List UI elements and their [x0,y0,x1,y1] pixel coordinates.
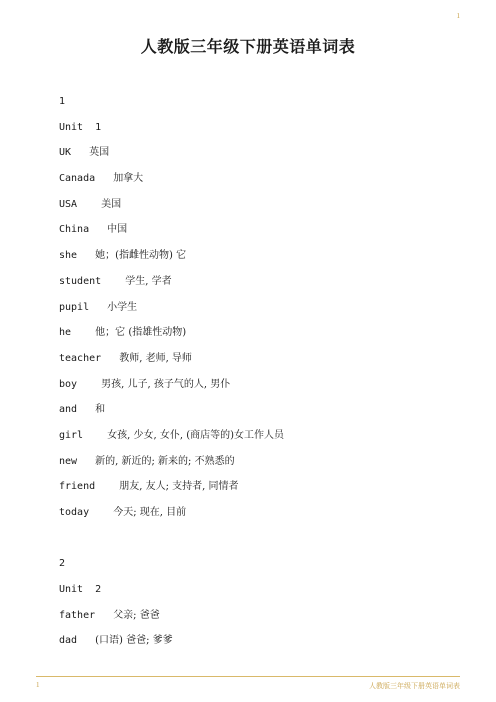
vocab-entry [59,504,459,530]
english-word: China [59,224,90,236]
vocab-entry [59,273,459,299]
chinese-meaning: 和 [95,404,106,416]
footer-page-number: 1 [36,681,40,689]
chinese-meaning: 中国 [107,224,128,236]
entry-spacer [77,635,95,646]
entry-spacer [77,379,101,390]
english-word: and [59,404,78,416]
entry-spacer [71,327,95,338]
vocab-entry [59,247,459,273]
chinese-meaning: 教师, 老师, 导师 [119,352,192,364]
entry-spacer [89,507,113,518]
unit-heading: Unit 1 [59,121,102,133]
chinese-meaning: 父亲; 爸爸 [113,609,160,621]
vocab-entry [59,170,459,196]
section-number: 1 [59,96,66,107]
entry-spacer [95,481,119,492]
entry-spacer [95,173,113,184]
vocab-entry [59,478,459,504]
vocab-entry [59,453,459,479]
english-word: USA [59,198,78,210]
english-word: he [59,327,72,339]
chinese-meaning: (口语) 爸爸; 爹爹 [95,635,173,647]
header-page-number: 1 [456,12,460,20]
vocab-entry [59,607,459,633]
vocab-entry [59,401,459,427]
english-word: new [59,455,78,467]
english-word: Canada [59,173,96,185]
unit-heading: Unit 2 [59,584,102,596]
chinese-meaning: 朋友, 友人; 支持者, 同情者 [119,481,239,493]
vocab-entry [59,376,459,402]
chinese-meaning: 美国 [101,198,122,210]
chinese-meaning: 加拿大 [113,173,144,185]
chinese-meaning: 她；(指雌性动物) 它 [95,250,187,262]
entry-spacer [95,610,113,621]
footer-document-title: 人教版三年级下册英语单词表 [369,682,460,690]
english-word: father [59,609,96,621]
footer-divider [36,676,460,677]
english-word: boy [59,378,78,390]
english-word: UK [59,147,72,159]
entry-spacer [77,404,95,415]
entry-spacer [77,456,95,467]
section-gap [59,530,459,556]
chinese-meaning: 英国 [89,147,110,159]
document-title: 人教版三年级下册英语单词表 [140,37,356,56]
english-word: she [59,250,78,262]
chinese-meaning: 小学生 [107,301,138,313]
chinese-meaning: 今天; 现在, 目前 [113,507,187,518]
vocab-entry [59,324,459,350]
entry-spacer [77,199,101,210]
english-word: dad [59,635,78,647]
vocab-entry [59,427,459,453]
entry-spacer [77,250,95,261]
english-word: friend [59,481,96,493]
vocab-entry [59,299,459,325]
section-number: 2 [59,558,66,570]
entry-spacer [71,147,89,158]
word-list [59,93,459,658]
english-word: pupil [59,301,90,313]
entry-spacer [89,302,107,313]
english-word: girl [59,429,84,441]
vocab-entry [59,632,459,658]
entry-spacer [101,353,119,364]
entry-spacer [89,224,107,235]
english-word: today [59,507,90,518]
chinese-meaning: 女孩, 少女, 女仆, (商店等的)女工作人员 [107,429,285,441]
chinese-meaning: 学生, 学者 [125,275,172,287]
chinese-meaning: 他；它 (指雄性动物) [95,327,187,339]
entry-spacer [101,276,125,287]
vocab-entry [59,144,459,170]
vocab-entry [59,350,459,376]
english-word: teacher [59,352,102,364]
vocab-entry [59,221,459,247]
chinese-meaning: 新的, 新近的; 新来的; 不熟悉的 [95,455,235,467]
chinese-meaning: 男孩, 儿子, 孩子气的人, 男仆 [101,378,231,390]
entry-spacer [83,430,107,441]
english-word: student [59,275,102,287]
vocab-entry [59,196,459,222]
